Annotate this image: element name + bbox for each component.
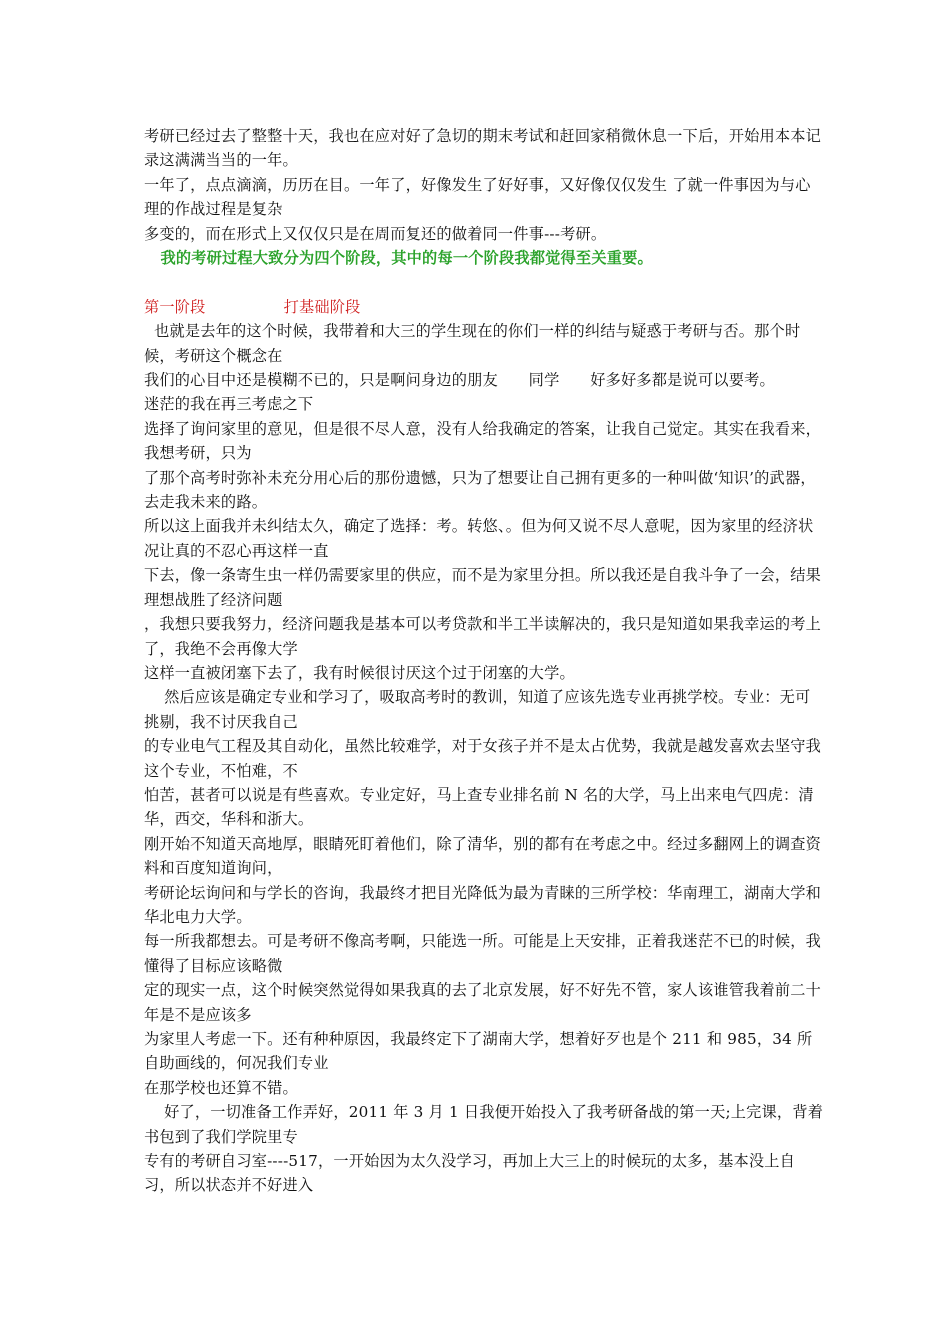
paragraph: 定的现实一点，这个时候突然觉得如果我真的去了北京发展，好不好先不管，家人该谁管我着前二十年是不是应该多 xyxy=(144,981,822,1024)
paragraph: 下去，像一条寄生虫一样仍需要家里的供应，而不是为家里分担。所以我还是自我斗争了一会，结果理想战胜了经济问题 xyxy=(144,566,822,609)
paragraph: 每一所我都想去。可是考研不像高考啊，只能选一所。可能是上天安排，正着我迷茫不已的时候，我懂得了目标应该略微 xyxy=(144,932,822,975)
paragraph: 的专业电气工程及其自动化，虽然比较难学，对于女孩子并不是太占优势，我就是越发喜欢去坚守我这个专业，不怕难，不 xyxy=(144,737,822,780)
paragraph: 怕苦，甚者可以说是有些喜欢。专业定好，马上查专业排名前 N 名的大学，马上出来电气四虎：清华，西交，华科和浙大。 xyxy=(144,785,814,829)
paragraph: 好了，一切准备工作弄好，2011 年 3 月 1 日我便开始投入了我考研备战的第一天;上完课，背着书包到了我们学院里专 xyxy=(144,1103,824,1146)
paragraph: 在那学校也还算不错。 xyxy=(144,1078,298,1097)
paragraph: 多变的，而在形式上又仅仅只是在周而复还的做着同一件事---考研。 xyxy=(144,224,607,243)
paragraph: 然后应该是确定专业和学习了，吸取高考时的教训，知道了应该先选专业再挑学校。专业：无可挑剔，我不讨厌我自己 xyxy=(144,688,811,731)
paragraph: 所以这上面我并未纠结太久，确定了选择：考。转悠、。但为何又说不尽人意呢，因为家里的经济状况让真的不忍心再这样一直 xyxy=(144,517,814,560)
paragraph: 为家里人考虑一下。还有种种原因，我最终定下了湖南大学，想着好歹也是个 211 和 985，34 所自助画线的，何况我们专业 xyxy=(144,1030,813,1073)
paragraph: 也就是去年的这个时候，我带着和大三的学生现在的你们一样的纠结与疑惑于考研与否。那个时候，考研这个概念在 xyxy=(144,322,801,365)
paragraph: 选择了询问家里的意见，但是很不尽人意，没有人给我确定的答案，让我自己觉定。其实在我看来，我想考研，只为 xyxy=(144,419,822,463)
paragraph: 一年了，点点滴滴，历历在目。一年了，好像发生了好好事，又好像仅仅发生 了就一件事因为与心理的作战过程是复杂 xyxy=(144,175,811,219)
highlight-paragraph: 我的考研过程大致分为四个阶段，其中的每一个阶段我都觉得至关重要。 xyxy=(144,249,653,268)
document-body xyxy=(144,124,824,1198)
paragraph: 专有的考研自习室----517，一开始因为太久没学习，再加上大三上的时候玩的太多，基本没上自习，所以状态并不好进入 xyxy=(144,1152,796,1195)
paragraph: 这样一直被闭塞下去了，我有时候很讨厌这个过于闭塞的大学。 xyxy=(144,663,575,682)
paragraph: 了那个高考时弥补未充分用心后的那份遗憾，只为了想要让自己拥有更多的一种叫做‘知识’的武器，去走我未来的路。 xyxy=(144,468,816,512)
stage-label: 第一阶段 xyxy=(144,297,206,316)
paragraph: 刚开始不知道天高地厚，眼睛死盯着他们，除了清华，别的都有在考虑之中。经过多翻网上的调查资料和百度知道询问， xyxy=(144,834,822,878)
blank-line xyxy=(144,270,824,294)
paragraph: 我们的心目中还是模糊不已的，只是啊问身边的朋友 同学 好多好多都是说可以要考。 迷茫的我在再三考虑之下 xyxy=(144,371,814,414)
section-heading xyxy=(144,295,824,319)
stage-title: 打基础阶段 xyxy=(283,297,361,316)
paragraph: 考研已经过去了整整十天，我也在应对好了急切的期末考试和赶回家稍微休息一下后，开始用本本记录这满满当当的一年。 xyxy=(144,127,822,170)
paragraph: ，我想只要我努力，经济问题我是基本可以考贷款和半工半读解决的，我只是知道如果我幸运的考上了，我绝不会再像大学 xyxy=(144,615,822,658)
paragraph: 考研论坛询问和与学长的咨询，我最终才把目光降低为最为青睐的三所学校：华南理工，湖南大学和华北电力大学。 xyxy=(144,883,822,926)
